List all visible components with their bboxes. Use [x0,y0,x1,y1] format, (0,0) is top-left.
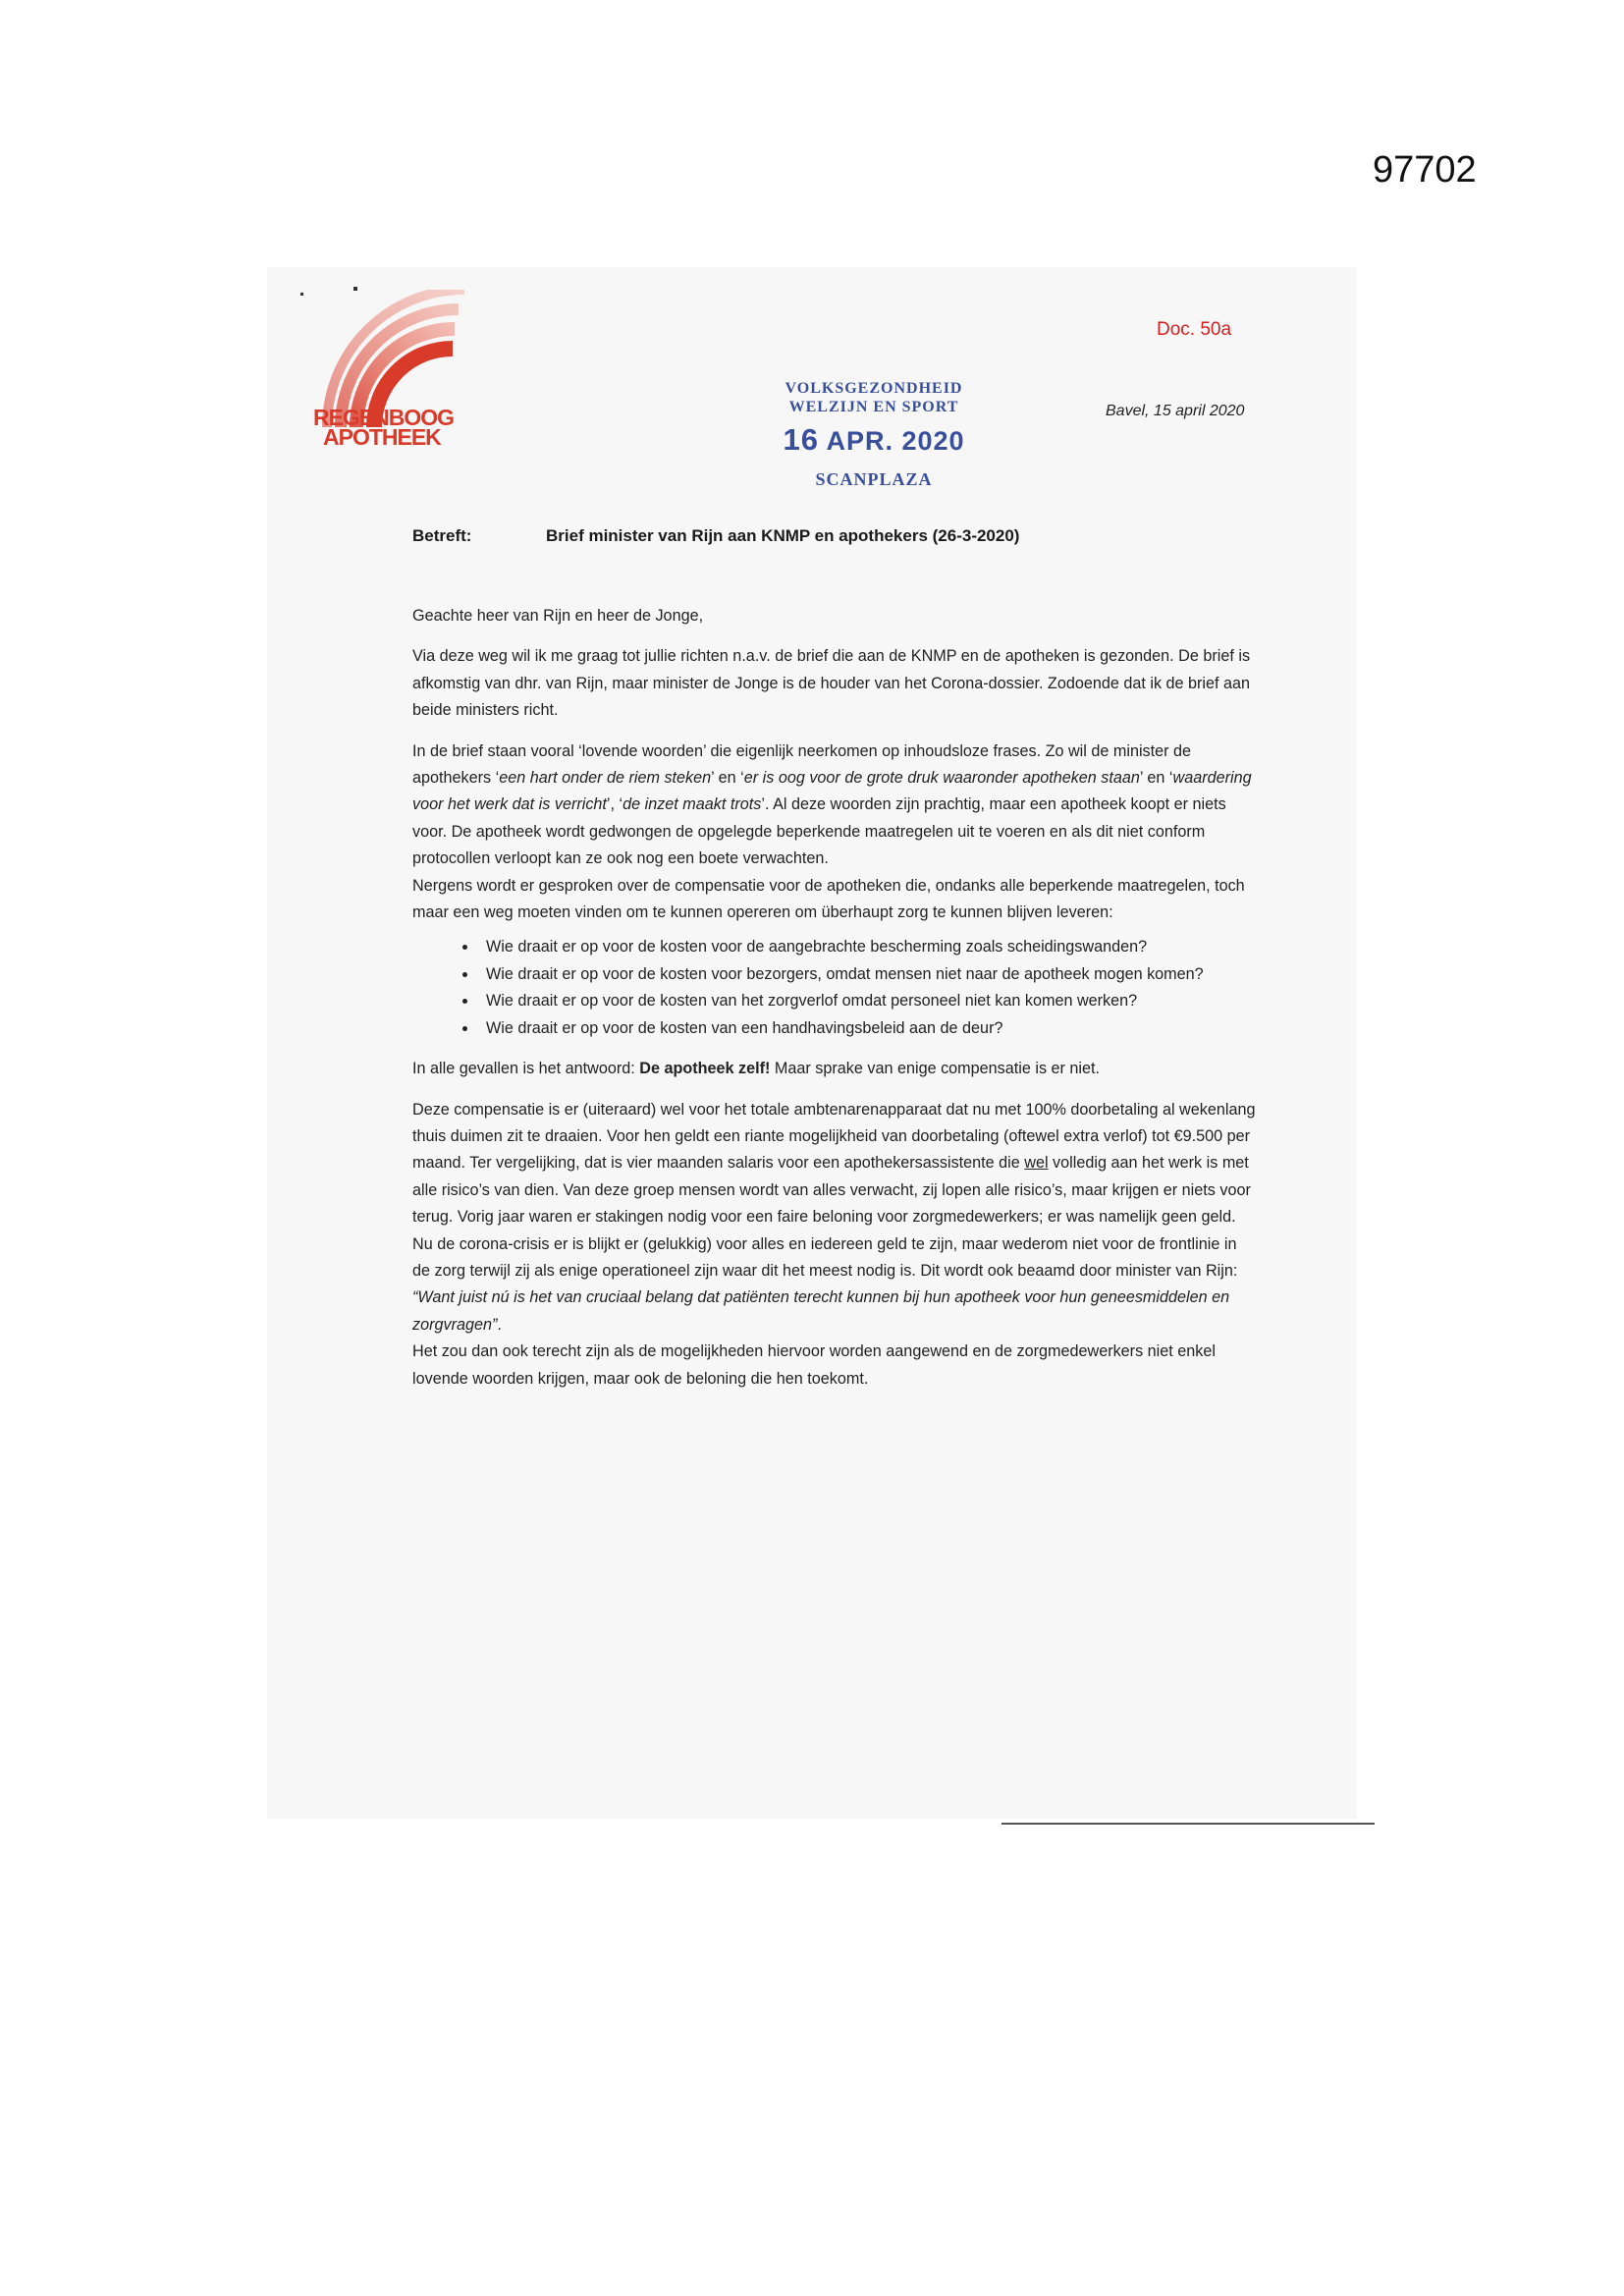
text-span: ’, ‘ [606,795,623,814]
company-logo [309,290,476,462]
text-span: Deze compensatie is er (uiteraard) wel voor het totale ambtenarenapparaat dat nu met 100% doorbetaling al wekenlang thuis duimen zit te draaien. Voor hen geldt een riante mogelijkheid van doorbetaling (oftewel extra verlof) tot €9.500 per maand. Ter vergelijking, dat is vier maanden salaris voor een apothekersassistente die [412,1100,1256,1173]
closing-paragraph: Het zou dan ook terecht zijn als de mogelijkheden hiervoor worden aangewend en de zorgmedewerkers niet enkel lovende woorden krijgen, maar ook de beloning die hen toekomt. [412,1342,1216,1388]
paragraph-compensatie: Nergens wordt er gesproken over de compensatie voor de apotheken die, ondanks alle beperkende maatregelen, toch maar een weg moeten vinden om te kunnen opereren om überhaupt zorg te kunnen blijven leveren: [412,876,1245,922]
text-span: Maar sprake van enige compensatie is er niet. [770,1060,1101,1078]
subject-line [412,526,1019,546]
text-span: ’. Al deze woorden zijn prachtig, maar een apotheek koopt er niets voor. De apotheek wordt gedwongen de opgelegde beperkende maatregelen uit te voeren en als dit niet conform protocollen verloopt kan ze ook nog een boete verwachten. [412,795,1226,868]
received-stamp [756,379,992,490]
text-span: ’ en ‘ [711,769,744,788]
logo-wordmark [313,405,455,450]
stamp-date-rest: APR. 2020 [826,426,965,456]
place-and-date: Bavel, 15 april 2020 [1106,403,1245,419]
text-span: In de brief staan vooral ‘lovende woorden’ die eigenlijk neerkomen op inhoudsloze frases. Zo wil de minister de apothekers ‘ [412,741,1192,788]
subject-text: Brief minister van Rijn aan KNMP en apothekers (26-3-2020) [546,526,1020,545]
list-item: • Wie draait er op voor de kosten van een handhavingsbeleid aan de deur? [478,1015,1257,1042]
logo-line-1: REGENBOOG [313,405,455,430]
letter-body [412,603,1257,1406]
text-span: In alle gevallen is het antwoord: [412,1060,640,1078]
underlined-span: wel [1024,1154,1049,1173]
scan-speck [300,293,303,296]
scan-edge-line [1001,1823,1375,1825]
stamp-place: SCANPLAZA [815,469,933,489]
subject-label: Betreft: [412,526,472,545]
salutation: Geachte heer van Rijn en heer de Jonge, [412,607,704,625]
text-span: volledig aan het werk is met alle risico’s van dien. Van deze groep mensen wordt van alles verwacht, zij lopen alle risico’s, maar krijgen er niets voor terug. Vorig jaar waren er stakingen nodig voor een faire beloning voor zorgmedewerkers; er was namelijk geen geld. Nu de corona-crisis er is blijkt er (gelukkig) voor alles en iedereen geld te zijn, maar wederom niet voor de frontlinie in de zorg terwijl zij als enige operationeel zijn waar dit het meest nodig is. Dit wordt ook beaamd door minister van Rijn: [412,1154,1251,1280]
bold-span: De apotheek zelf! [639,1060,771,1078]
paragraph-answer [412,1056,1257,1082]
quote-span: de inzet maakt trots [623,795,762,814]
quote-span: waardering voor het werk dat is verricht [412,769,1252,814]
logo-line-2: APOTHEEK [323,424,441,450]
stamp-date [756,422,992,458]
list-item: • Wie draait er op voor de kosten voor bezorgers, omdat mensen niet naar de apotheek mogen komen? [478,961,1257,988]
quote-span: er is oog voor de grote druk waaronder apotheken staan [743,769,1140,788]
quote-span: “Want juist nú is het van cruciaal belang dat patiënten terecht kunnen bij hun apotheek voor hun geneesmiddelen en zorgvragen” [412,1288,1230,1334]
cost-questions-list [412,934,1257,1042]
intro-paragraph: Via deze weg wil ik me graag tot jullie richten n.a.v. de brief die aan de KNMP en de apotheken is gezonden. De brief is afkomstig van dhr. van Rijn, maar minister de Jonge is de houder van het Corona-dossier. Zodoende dat ik de brief aan beide ministers richt. [412,647,1251,720]
doc-reference: Doc. 50a [1157,319,1232,340]
stamp-date-day: 16 [783,422,819,457]
paragraph-lovende-woorden [412,738,1257,873]
list-item: • Wie draait er op voor de kosten van het zorgverlof omdat personeel niet kan komen werken? [478,988,1257,1014]
stamp-org-line-1: VOLKSGEZONDHEID [785,380,963,397]
list-item: • Wie draait er op voor de kosten voor de aangebrachte bescherming zoals scheidingswanden? [478,934,1257,960]
stamp-org-line-2: WELZIJN EN SPORT [788,399,959,415]
text-span: . [497,1315,502,1334]
text-span: ’ en ‘ [1139,769,1173,788]
quote-span: een hart onder de riem steken [499,769,712,788]
paragraph-ambtenaren [412,1097,1257,1339]
page-number: 97702 [1373,149,1477,191]
